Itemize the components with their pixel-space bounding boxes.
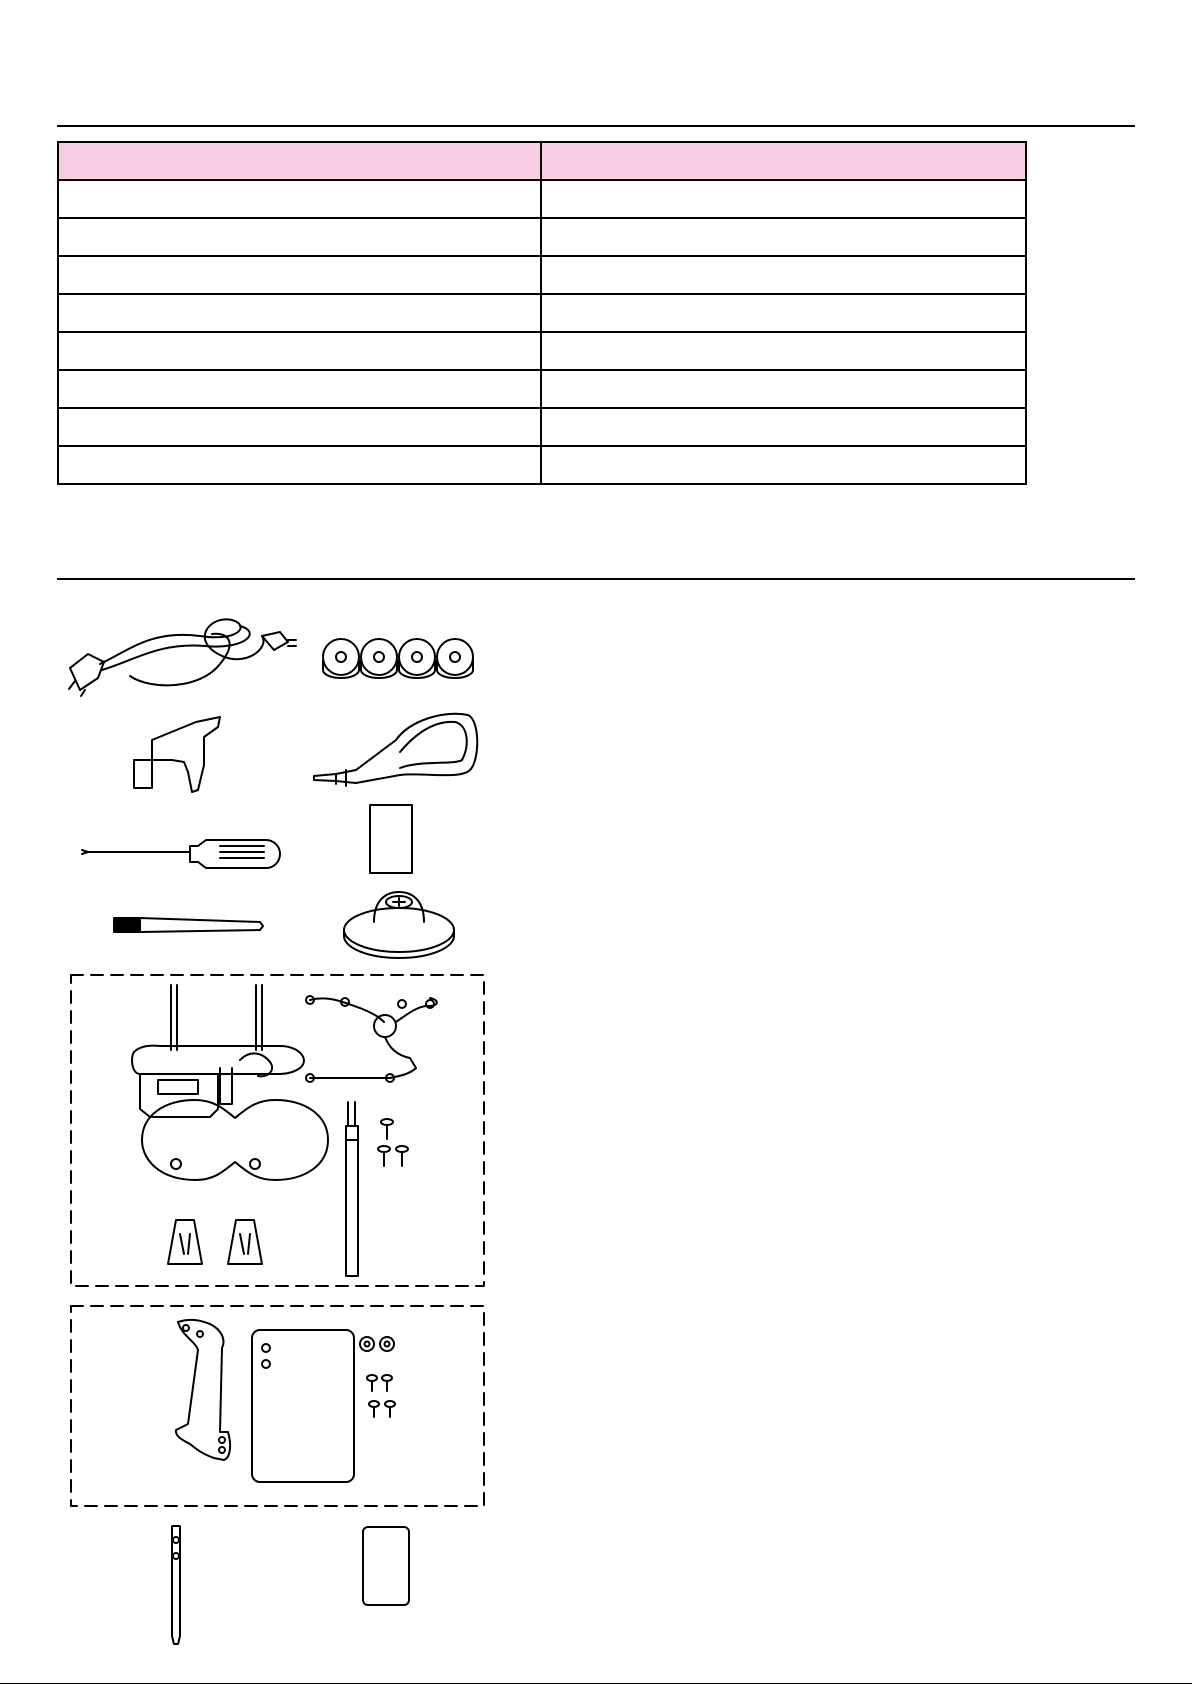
dust-cover-icon <box>363 1527 409 1605</box>
spool-cap-icon <box>344 892 454 958</box>
trim-catcher-parts-group <box>71 1306 484 1506</box>
trim-catcher-plate-icon <box>252 1330 354 1482</box>
tweezers-icon <box>172 1526 180 1644</box>
bracket-screws-icon <box>367 1375 395 1417</box>
spool-mat-icon <box>142 1100 328 1180</box>
washers-icon <box>360 1337 394 1351</box>
page-bottom-rule <box>0 1683 1192 1684</box>
spool-holder-base-icon <box>132 985 304 1117</box>
cone-holders-icon <box>168 1220 262 1264</box>
needle-pack-icon <box>370 805 412 873</box>
screws-icon <box>378 1119 408 1166</box>
screwdriver-icon <box>82 840 280 868</box>
hex-wrench-icon <box>134 717 220 792</box>
spool-pin-icon <box>346 1102 358 1276</box>
thread-guide-wire-icon <box>306 996 437 1082</box>
bobbins-icon <box>323 639 473 678</box>
looper-threader-icon <box>314 714 477 786</box>
thread-stand-parts-group <box>71 975 484 1286</box>
cleaning-brush-icon <box>114 918 263 932</box>
power-cord-icon <box>69 619 296 696</box>
trim-catcher-bracket-icon <box>176 1320 230 1460</box>
